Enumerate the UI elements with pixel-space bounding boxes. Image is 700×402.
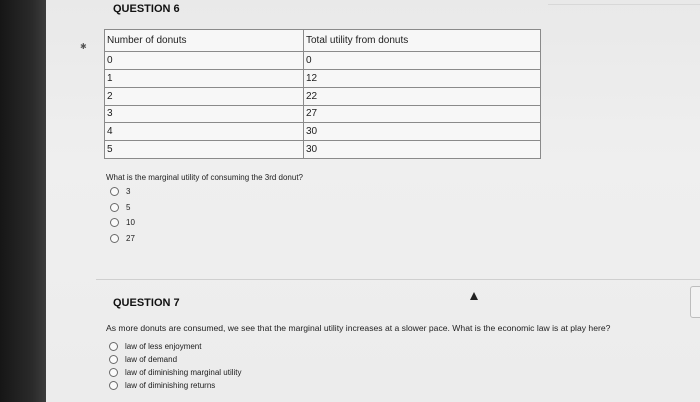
option-label: law of less enjoyment: [125, 342, 202, 351]
utility-table: [104, 29, 541, 159]
radio-button[interactable]: [109, 368, 118, 377]
asterisk-icon: ✱: [80, 42, 87, 51]
table-row: [105, 52, 541, 70]
table-row: [105, 87, 541, 105]
cell-donuts: 2: [105, 87, 304, 105]
cell-utility: 22: [304, 87, 541, 105]
table-row: [105, 141, 541, 159]
cell-utility: 30: [304, 123, 541, 141]
question-7-prompt: As more donuts are consumed, we see that the marginal utility increases at a slower pace. What is the economic law is at play here?: [106, 323, 611, 333]
question-6-title: QUESTION 6: [113, 3, 180, 15]
option-label: law of diminishing marginal utility: [125, 368, 242, 377]
option-label: 3: [126, 187, 131, 197]
cell-donuts: 5: [105, 141, 304, 159]
top-divider: [548, 4, 700, 5]
answer-option[interactable]: [109, 340, 242, 353]
answer-option[interactable]: [110, 200, 135, 216]
question-7-options: [109, 340, 242, 392]
header-total-utility: Total utility from donuts: [304, 30, 541, 52]
question-divider: [96, 279, 700, 280]
answer-option[interactable]: [109, 379, 242, 392]
option-label: 27: [126, 233, 135, 243]
option-label: law of demand: [125, 355, 178, 364]
option-label: 10: [126, 218, 135, 228]
cell-donuts: 1: [105, 69, 304, 87]
cell-donuts: 3: [105, 105, 304, 123]
question-6-options: [110, 184, 135, 246]
cell-donuts: 4: [105, 123, 304, 141]
radio-button[interactable]: [110, 218, 119, 227]
radio-button[interactable]: [110, 187, 119, 196]
cell-utility: 27: [304, 105, 541, 123]
cell-utility: 0: [304, 52, 541, 70]
answer-option[interactable]: [110, 184, 135, 200]
question-6-prompt: What is the marginal utility of consuming the 3rd donut?: [106, 173, 303, 182]
header-number-of-donuts: Number of donuts: [105, 30, 304, 52]
monitor-bezel: [0, 0, 46, 402]
side-panel-tab: [690, 286, 700, 318]
table-row: [105, 123, 541, 141]
table-header-row: [105, 30, 541, 52]
table-row: [105, 69, 541, 87]
cell-utility: 30: [304, 141, 541, 159]
radio-button[interactable]: [109, 381, 118, 390]
mouse-cursor-icon: [470, 292, 478, 300]
answer-option[interactable]: [109, 353, 242, 366]
answer-option[interactable]: [109, 366, 242, 379]
cell-utility: 12: [304, 69, 541, 87]
option-label: 5: [126, 202, 131, 212]
radio-button[interactable]: [110, 203, 119, 212]
answer-option[interactable]: [110, 231, 135, 247]
radio-button[interactable]: [110, 234, 119, 243]
option-label: law of diminishing returns: [125, 381, 216, 390]
radio-button[interactable]: [109, 342, 118, 351]
radio-button[interactable]: [109, 355, 118, 364]
table-row: [105, 105, 541, 123]
cell-donuts: 0: [105, 52, 304, 70]
answer-option[interactable]: [110, 215, 135, 231]
question-7-title: QUESTION 7: [113, 297, 180, 309]
